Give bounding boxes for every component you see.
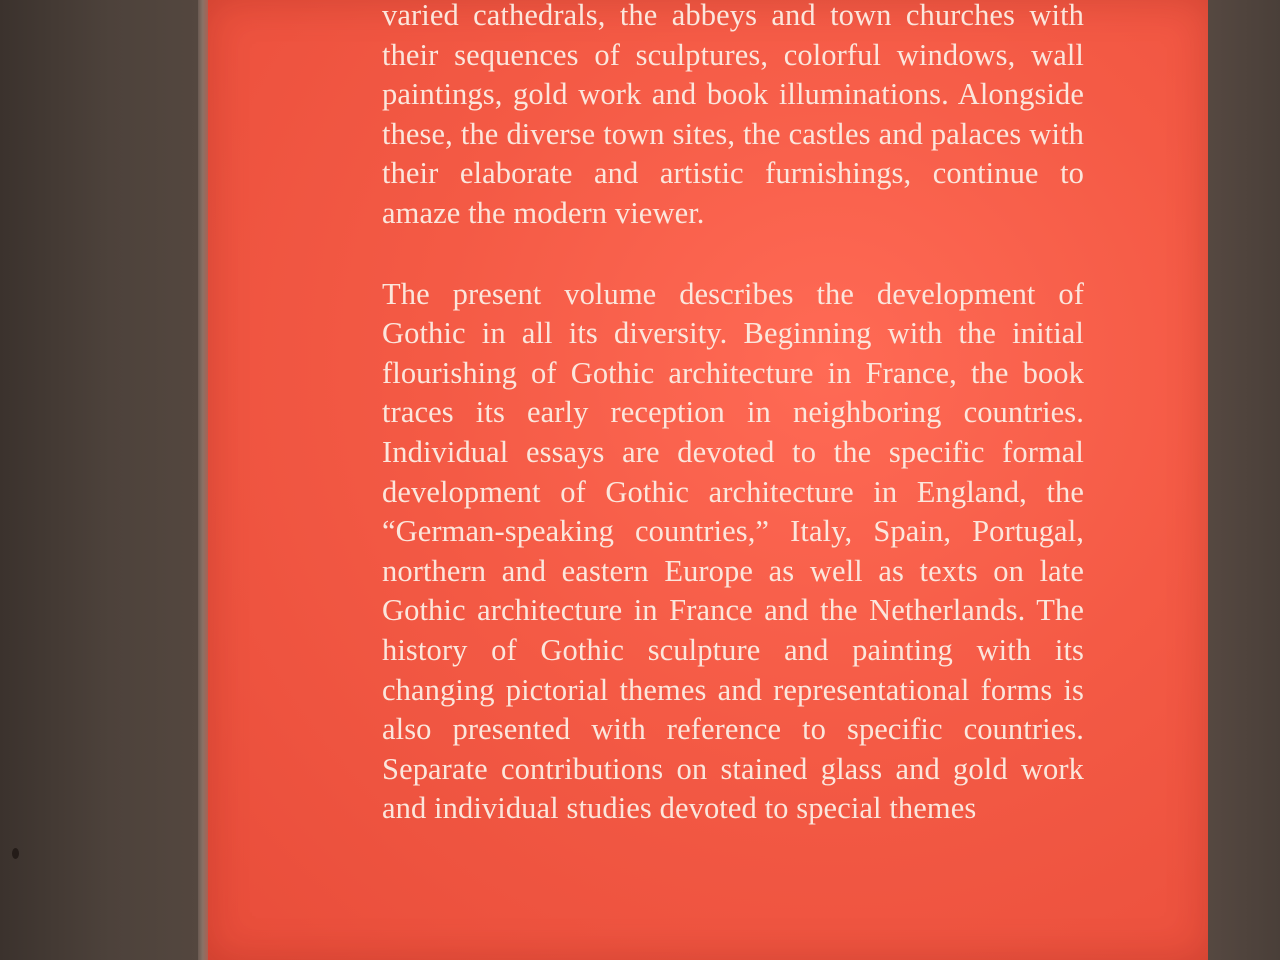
cover-text-block (382, 0, 1084, 829)
paragraph-2: The present volume describes the development of Gothic in all its diversity. Beginning with the initial flourishing of Gothic architecture in France, the book traces its early reception in neighboring countries. Individual essays are devoted to the specific formal development of Gothic architecture in England, the “German-speaking countries,” Italy, Spain, Portugal, northern and eastern Europe as well as texts on late Gothic architecture in France and the Netherlands. The history of Gothic sculpture and painting with its changing pictorial themes and representational forms is also presented with reference to specific countries. Separate contributions on stained glass and gold work and individual studies devoted to special themes (382, 276, 1084, 826)
background-wall (0, 0, 200, 960)
paragraph-1: varied cathedrals, the abbeys and town churches with their sequences of sculptures, colorful windows, wall paintings, gold work and book illuminations. Alongside these, the diverse town sites, the castles and palaces with their elaborate and artistic furnishings, continue to amaze the modern viewer. (382, 0, 1084, 230)
wall-mark (12, 848, 19, 859)
